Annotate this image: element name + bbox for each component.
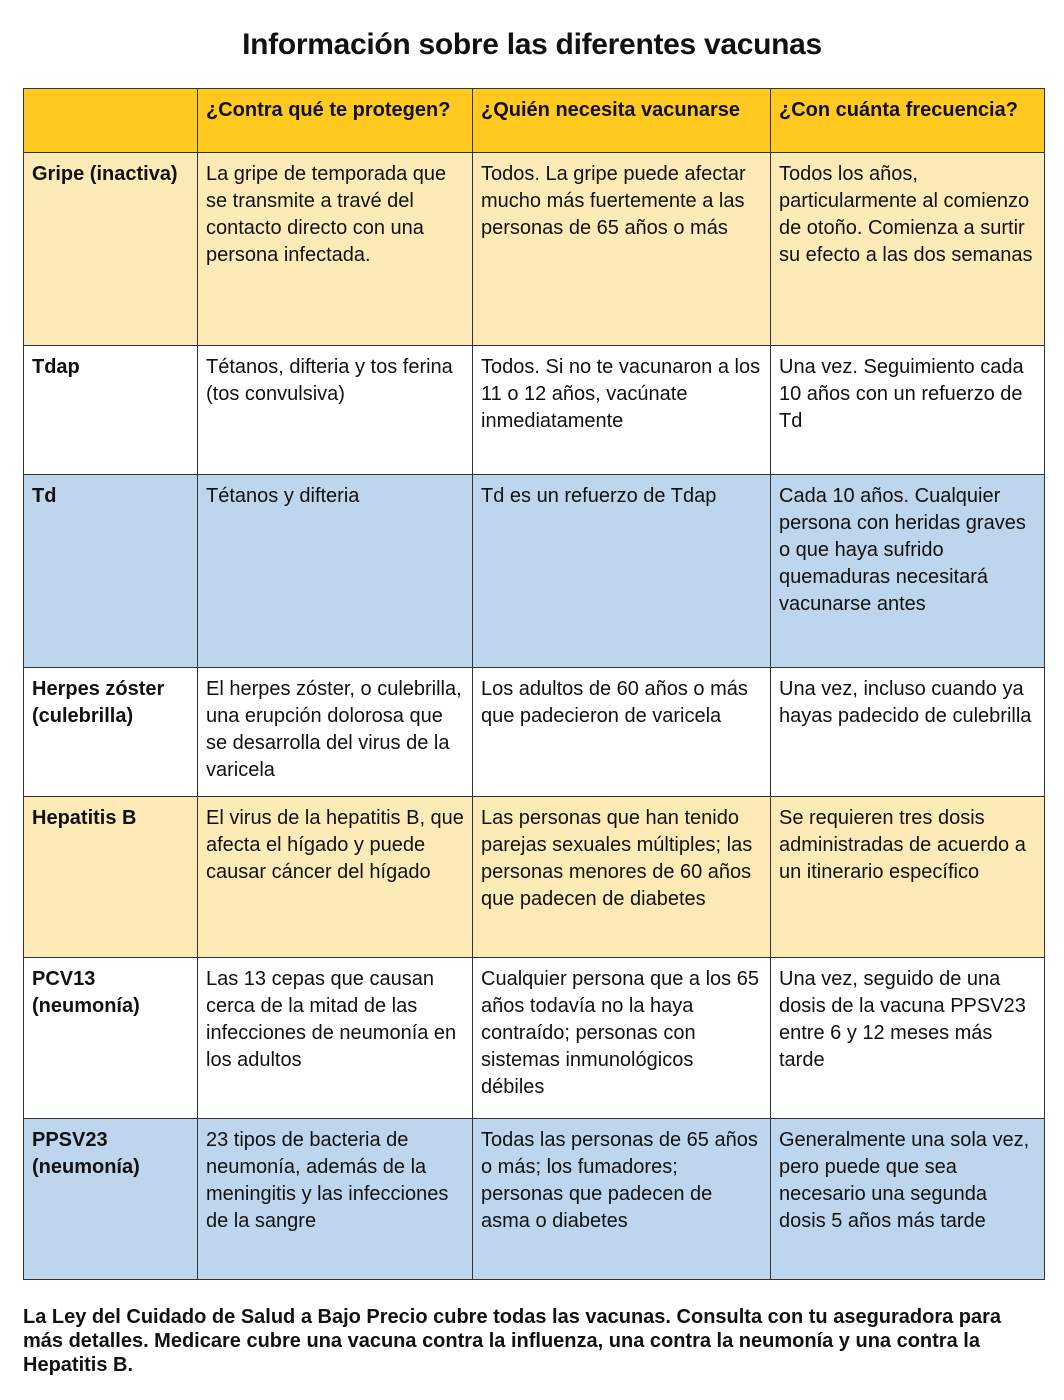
vaccine-name: Tdap (24, 346, 198, 475)
table-row (24, 346, 1045, 475)
header-cell-vaccine (24, 89, 198, 153)
frequency-cell: Todos los años, particularmente al comienzo de otoño. Comienza a surtir su efecto a las dos semanas (771, 153, 1045, 346)
vaccine-name: PPSV23 (neumonía) (24, 1119, 198, 1280)
frequency-cell: Una vez, incluso cuando ya hayas padecido de culebrilla (771, 668, 1045, 797)
protects-cell: La gripe de temporada que se transmite a travé del contacto directo con una persona infectada. (198, 153, 473, 346)
who-cell: Td es un refuerzo de Tdap (473, 475, 771, 668)
frequency-cell: Cada 10 años. Cualquier persona con heridas graves o que haya sufrido quemaduras necesitará vacunarse antes (771, 475, 1045, 668)
who-cell: Los adultos de 60 años o más que padecieron de varicela (473, 668, 771, 797)
table-row (24, 153, 1045, 346)
vaccine-name: Hepatitis B (24, 797, 198, 958)
frequency-cell: Una vez. Seguimiento cada 10 años con un refuerzo de Td (771, 346, 1045, 475)
header-cell-protects: ¿Contra qué te protegen? (198, 89, 473, 153)
protects-cell: El virus de la hepatitis B, que afecta el hígado y puede causar cáncer del hígado (198, 797, 473, 958)
protects-cell: Tétanos, difteria y tos ferina (tos convulsiva) (198, 346, 473, 475)
frequency-cell: Una vez, seguido de una dosis de la vacuna PPSV23 entre 6 y 12 meses más tarde (771, 958, 1045, 1119)
vaccine-name: Gripe (inactiva) (24, 153, 198, 346)
vaccine-table (23, 88, 1045, 1280)
protects-cell: 23 tipos de bacteria de neumonía, además de la meningitis y las infecciones de la sangre (198, 1119, 473, 1280)
protects-cell: El herpes zóster, o culebrilla, una erupción dolorosa que se desarrolla del virus de la varicela (198, 668, 473, 797)
who-cell: Todos. La gripe puede afectar mucho más fuertemente a las personas de 65 años o más (473, 153, 771, 346)
footer-note: La Ley del Cuidado de Salud a Bajo Precio cubre todas las vacunas. Consulta con tu aseguradora para más detalles. Medicare cubre una vacuna contra la influenza, una contra la neumonía y una contra la Hepatitis B. (23, 1306, 1002, 1376)
table-row (24, 668, 1045, 797)
who-cell: Todas las personas de 65 años o más; los fumadores; personas que padecen de asma o diabetes (473, 1119, 771, 1280)
header-cell-frequency: ¿Con cuánta frecuencia? (771, 89, 1045, 153)
frequency-cell: Se requieren tres dosis administradas de acuerdo a un itinerario específico (771, 797, 1045, 958)
who-cell: Cualquier persona que a los 65 años todavía no la haya contraído; personas con sistemas inmunológicos débiles (473, 958, 771, 1119)
vaccine-name: Herpes zóster (culebrilla) (24, 668, 198, 797)
protects-cell: Tétanos y difteria (198, 475, 473, 668)
vaccine-name: PCV13 (neumonía) (24, 958, 198, 1119)
page-title: Información sobre las diferentes vacunas (242, 28, 822, 61)
vaccine-name: Td (24, 475, 198, 668)
who-cell: Las personas que han tenido parejas sexuales múltiples; las personas menores de 60 años que padecen de diabetes (473, 797, 771, 958)
header-cell-who: ¿Quién necesita vacunarse (473, 89, 771, 153)
table-row (24, 475, 1045, 668)
table-row (24, 958, 1045, 1119)
table-row (24, 1119, 1045, 1280)
frequency-cell: Generalmente una sola vez, pero puede que sea necesario una segunda dosis 5 años más tarde (771, 1119, 1045, 1280)
who-cell: Todos. Si no te vacunaron a los 11 o 12 años, vacúnate inmediatamente (473, 346, 771, 475)
table-header-row (24, 89, 1045, 153)
protects-cell: Las 13 cepas que causan cerca de la mitad de las infecciones de neumonía en los adultos (198, 958, 473, 1119)
table-row (24, 797, 1045, 958)
